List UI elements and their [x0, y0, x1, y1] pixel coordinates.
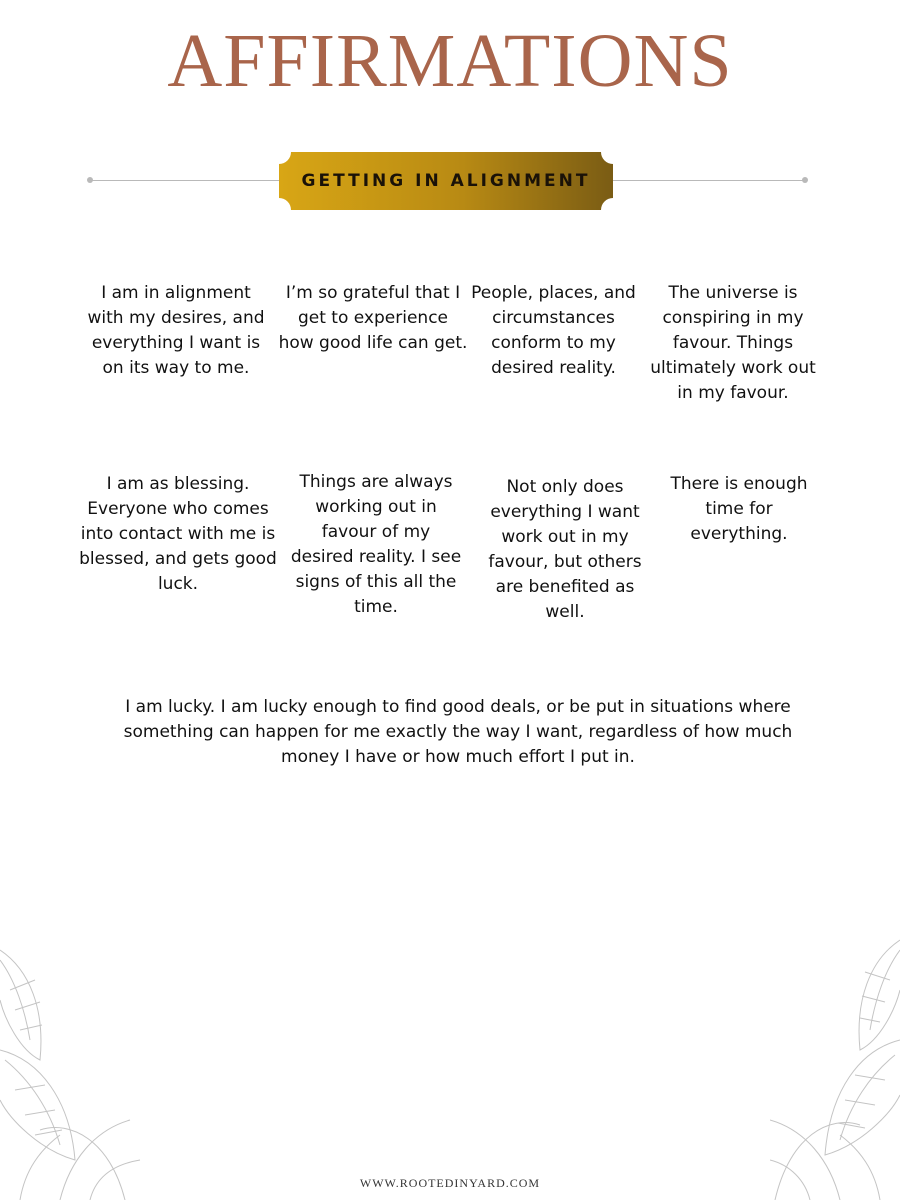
- affirmation-5: I am as blessing. Everyone who comes into contact with me is blessed, and gets good luck.: [79, 474, 277, 594]
- affirmation-2: I’m so grateful that I get to experience how good life can get.: [278, 283, 468, 353]
- footer-url: WWW.ROOTEDINYARD.COM: [359, 1176, 541, 1190]
- leaf-illustration-icon: [0, 930, 150, 1200]
- divider-left-dot: [87, 177, 93, 183]
- section-banner: [279, 152, 613, 210]
- leaf-illustration-icon: [770, 930, 900, 1200]
- affirmation-1: I am in alignment with my desires, and everything I want is on its way to me.: [87, 283, 265, 378]
- affirmation-7: Not only does everything I want work out in my favour, but others are benefited as well.: [488, 477, 642, 622]
- affirmation-4: The universe is conspiring in my favour. Things ultimately work out in my favour.: [650, 283, 816, 403]
- divider-right: [608, 180, 804, 181]
- divider-right-dot: [802, 177, 808, 183]
- divider-left: [90, 180, 285, 181]
- affirmation-8: There is enough time for everything.: [670, 474, 808, 544]
- page-title: AFFIRMATIONS: [167, 19, 733, 103]
- section-label: GETTING IN ALIGNMENT: [301, 171, 591, 191]
- affirmation-3: People, places, and circumstances conform to my desired reality.: [471, 283, 636, 378]
- affirmation-9: I am lucky. I am lucky enough to find good deals, or be put in situations where something can happen for me exactly the way I want, regardless of how much money I have or how much effort I put in.: [123, 697, 793, 767]
- affirmation-6: Things are always working out in favour of my desired reality. I see signs of this all the time.: [290, 472, 462, 617]
